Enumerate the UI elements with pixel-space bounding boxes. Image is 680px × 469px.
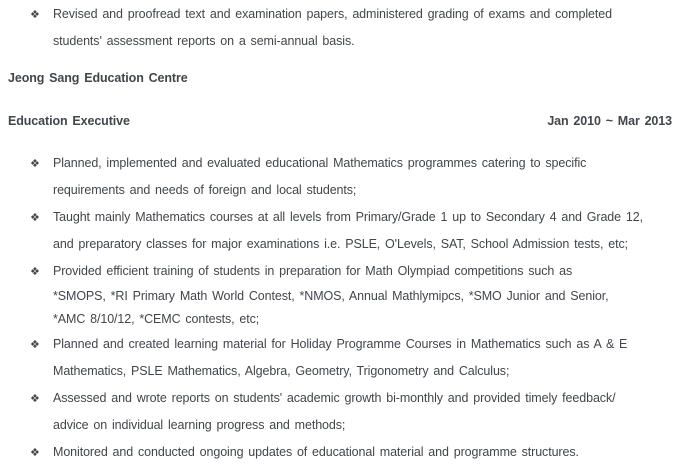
diamond-bullet-icon: ❖ (30, 8, 40, 21)
list-item (8, 385, 672, 439)
list-item (8, 150, 672, 204)
bullet-line: advice on individual learning progress and methods; (53, 418, 346, 432)
company-name: Jeong Sang Education Centre (8, 71, 188, 85)
bullet-line: Assessed and wrote reports on students' academic growth bi-monthly and provided timely feedback/ (53, 391, 616, 405)
bullet-line: Provided efficient training of students in preparation for Math Olympiad competitions such as (53, 264, 573, 278)
bullet-line: Revised and proofread text and examination papers, administered grading of exams and completed (53, 7, 612, 21)
bullet-line: Planned and created learning material for Holiday Programme Courses in Mathematics such as A & E (53, 337, 628, 351)
list-item (8, 439, 672, 466)
diamond-bullet-icon: ❖ (30, 338, 40, 351)
list-item (8, 1, 672, 55)
job-title: Education Executive (8, 114, 130, 128)
diamond-bullet-icon: ❖ (30, 392, 40, 405)
bullet-line: Mathematics, PSLE Mathematics, Algebra, Geometry, Trigonometry and Calculus; (53, 364, 510, 378)
role-header (8, 108, 672, 135)
diamond-bullet-icon: ❖ (30, 211, 40, 224)
bullet-line: and preparatory classes for major examinations i.e. PSLE, O'Levels, SAT, School Admission tests, etc; (53, 237, 629, 251)
diamond-bullet-icon: ❖ (30, 446, 40, 459)
bullet-line: Taught mainly Mathematics courses at all levels from Primary/Grade 1 up to Secondary 4 and Grade 12, (53, 210, 643, 224)
bullet-line: requirements and needs of foreign and local students; (53, 183, 357, 197)
bullet-line: *SMOPS, *RI Primary Math World Contest, *NMOS, Annual Mathlymipcs, *SMO Junior and Senior, (53, 289, 609, 303)
employment-period: Jan 2010 ~ Mar 2013 (547, 114, 672, 128)
diamond-bullet-icon: ❖ (30, 157, 40, 170)
list-item (8, 204, 672, 258)
diamond-bullet-icon: ❖ (30, 265, 40, 278)
bullet-line: students' assessment reports on a semi-annual basis. (53, 34, 355, 48)
list-item (8, 258, 672, 331)
bullet-line: Planned, implemented and evaluated educational Mathematics programmes catering to specific (53, 156, 587, 170)
responsibilities-list (8, 150, 672, 466)
list-item (8, 331, 672, 385)
bullet-line: Monitored and conducted ongoing updates of educational material and programme structures. (53, 445, 579, 459)
bullet-line: *AMC 8/10/12, *CEMC contests, etc; (53, 312, 260, 326)
